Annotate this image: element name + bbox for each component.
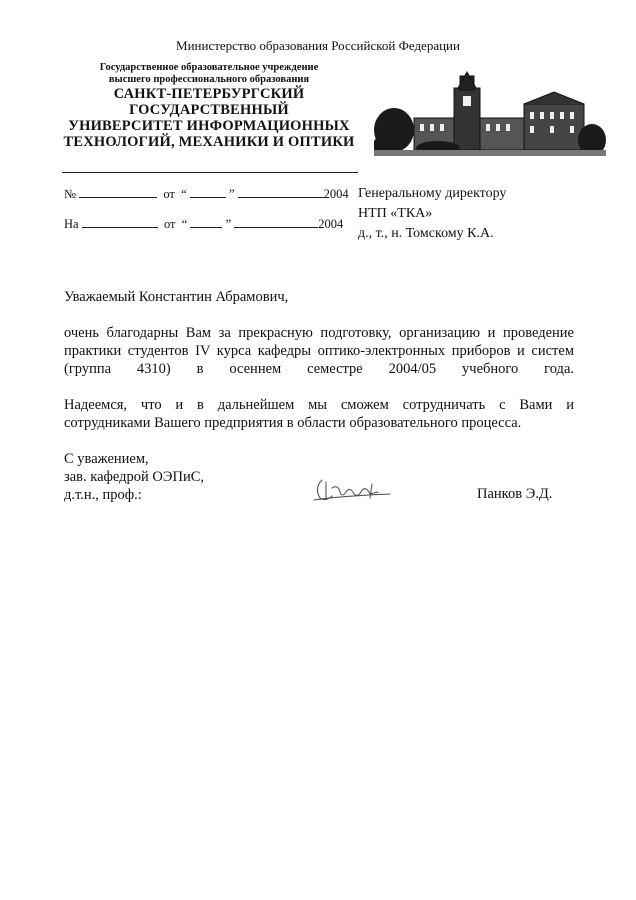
greeting: Уважаемый Константин Абрамович, [64,289,289,305]
closing-position: зав. кафедрой ОЭПиС, [64,469,204,485]
year: 2004 [323,187,349,201]
close-quote: ” [225,217,232,231]
paragraph-2-line-1: Надеемся, что и в дальнейшем мы сможем сотрудничать с Вами и [64,397,574,413]
close-quote: ” [228,187,235,201]
closing-block [64,450,204,504]
paragraph-2 [64,396,574,432]
closing-regards: С уважением, [64,451,149,467]
university-building-engraving [374,68,606,156]
ministry-header: Министерство образования Российской Федерации [176,38,460,53]
header-divider [62,172,358,173]
org-line-3: САНКТ-ПЕТЕРБУРГСКИЙ [113,86,305,102]
from-label: от [163,187,175,201]
recipient-line-1: Генеральному директору [358,186,507,201]
org-line-2: высшего профессионального образования [108,74,310,85]
reply-day-blank [190,216,222,228]
org-line-6: ТЕХНОЛОГИЙ, МЕХАНИКИ И ОПТИКИ [63,134,355,150]
open-quote: “ [181,187,187,201]
closing-degree: д.т.н., проф.: [64,487,142,503]
handwritten-signature [312,474,392,504]
paragraph-1-line-2: практики студентов IV курса кафедры оптико-электронных приборов и систем [64,343,574,359]
reference-number-line [64,186,349,202]
reply-label: На [64,217,79,231]
number-blank [79,186,157,198]
recipient-block [358,184,506,244]
recipient-line-2: НТП «ТКА» [358,206,433,221]
org-line-1: Государственное образовательное учреждение [99,62,319,73]
paragraph-1-line-3: (группа 4310) в осеннем семестре 2004/05 учебного года. [64,361,574,377]
reply-number-blank [82,216,158,228]
day-blank [190,186,226,198]
from-label: от [163,217,176,231]
year: 2004 [318,217,344,231]
paragraph-2-line-2: сотрудниками Вашего предприятия в области образовательного процесса. [64,415,522,431]
org-line-5: УНИВЕРСИТЕТ ИНФОРМАЦИОННЫХ [68,118,350,134]
reply-month-blank [234,216,318,228]
organization-block [62,62,356,150]
open-quote: “ [181,217,188,231]
paragraph-1-line-1: очень благодарны Вам за прекрасную подготовку, организацию и проведение [64,325,574,341]
paragraph-1 [64,324,574,378]
recipient-line-3: д., т., н. Томскому К.А. [358,226,494,241]
reply-to-line [64,216,343,232]
number-label: № [64,187,76,201]
signatory-name: Панков Э.Д. [477,486,553,502]
org-line-4: ГОСУДАРСТВЕННЫЙ [129,102,289,118]
month-blank [238,186,324,198]
